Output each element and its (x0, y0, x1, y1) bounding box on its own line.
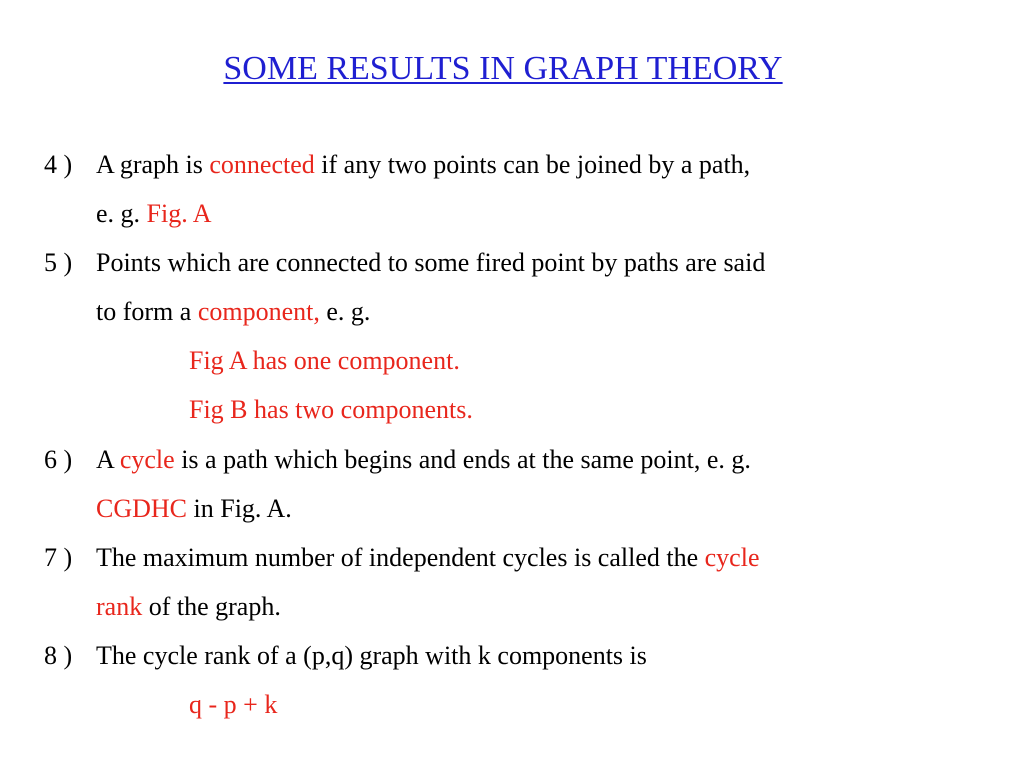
term-component: component, (197, 297, 320, 326)
item-8-text: The cycle rank of a (p,q) graph with k components is (96, 641, 647, 670)
item-6-text-post: is a path which begins and ends at the same point, e. g. (181, 445, 751, 474)
item-5-line-1 (44, 248, 765, 278)
item-5-number: 5 ) (44, 248, 73, 277)
item-7-text-post: of the graph. (148, 592, 281, 621)
item-4-text-pre: A graph is (96, 150, 203, 179)
item-6-number: 6 ) (44, 445, 73, 474)
term-cycle-rank-1: cycle (704, 543, 760, 572)
item-7-text-pre: The maximum number of independent cycles is called the (96, 543, 699, 572)
item-4-line-1 (44, 150, 750, 180)
item-7-number: 7 ) (44, 543, 73, 572)
example-fig-a: Fig A has one component. (189, 346, 460, 375)
example-fig-b: Fig B has two components. (189, 395, 473, 424)
cycle-rank-formula: q - p + k (189, 690, 278, 719)
item-8-line-1 (44, 641, 647, 671)
item-8-number: 8 ) (44, 641, 73, 670)
item-5-text-post: e. g. (326, 297, 371, 326)
term-cycle: cycle (119, 445, 175, 474)
item-7-line-2 (96, 592, 281, 622)
item-5-text-pre: to form a (96, 297, 192, 326)
term-fig-a: Fig. A (146, 199, 212, 228)
item-4-number: 4 ) (44, 150, 73, 179)
item-6-text-post-2: in Fig. A. (193, 494, 292, 523)
item-6-line-2 (96, 494, 292, 524)
page-title: SOME RESULTS IN GRAPH THEORY (223, 50, 783, 87)
item-4-line-2 (96, 199, 212, 229)
item-4-eg: e. g. (96, 199, 141, 228)
item-6-line-1 (44, 445, 751, 475)
item-4-text-post: if any two points can be joined by a path, (321, 150, 751, 179)
item-5-text: Points which are connected to some fired point by paths are said (96, 248, 766, 277)
item-7-line-1 (44, 543, 759, 573)
term-cycle-rank-2: rank (96, 592, 143, 621)
term-cgdhc: CGDHC (96, 494, 188, 523)
term-connected: connected (209, 150, 315, 179)
item-5-line-2 (96, 297, 370, 327)
item-6-text-pre: A (96, 445, 114, 474)
